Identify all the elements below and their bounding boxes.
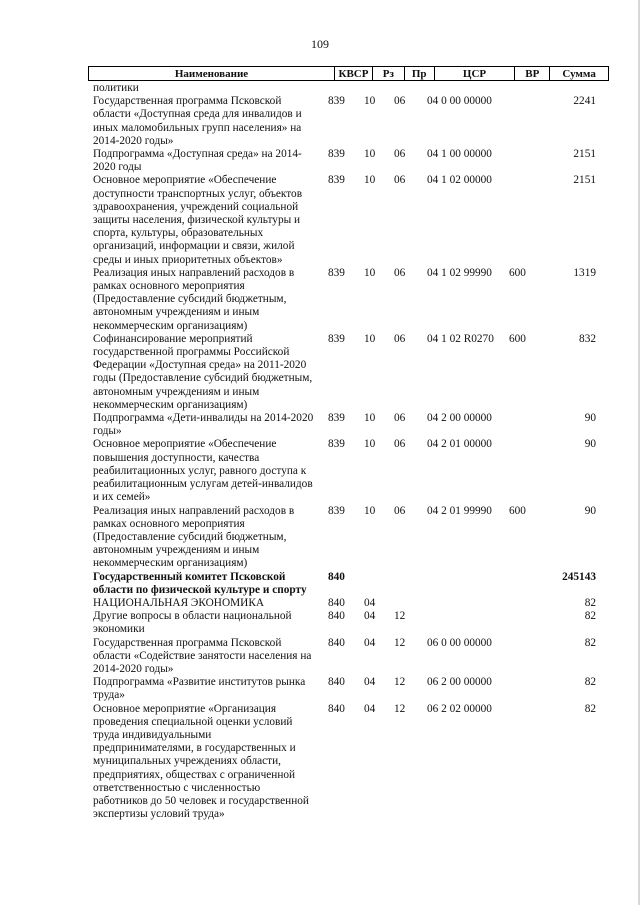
cell-kvsr: 839 <box>328 412 345 425</box>
cell-sum: 82 <box>584 610 596 623</box>
cell-name: Другие вопросы в области национальной экономики <box>93 610 292 636</box>
cell-csr: 06 0 00 00000 <box>427 636 492 649</box>
cell-sum: 1319 <box>573 266 596 279</box>
cell-sum: 82 <box>584 636 596 649</box>
cell-sum: 245143 <box>562 570 596 583</box>
cell-rz: 10 <box>364 174 376 187</box>
cell-sum: 90 <box>584 504 596 517</box>
cell-kvsr: 840 <box>328 610 345 623</box>
page-number: 109 <box>311 37 329 51</box>
cell-pr: 06 <box>394 412 406 425</box>
cell-kvsr: 839 <box>328 148 345 161</box>
cell-pr: 06 <box>394 332 406 345</box>
header-kvsr: КВСР <box>334 67 372 80</box>
table-row <box>93 676 613 702</box>
cell-csr: 04 1 02 R0270 <box>427 332 494 345</box>
cell-rz: 04 <box>364 610 376 623</box>
cell-kvsr: 839 <box>328 504 345 517</box>
cell-csr: 04 1 00 00000 <box>427 148 492 161</box>
cell-name: Софинансирование мероприятий государственной программы Российской Федерации «Доступная среда» на 2011-2020 годы (Предоставление субсидий бюджетным, автономным учреждениям и иным некоммерческим организациям) <box>93 332 313 411</box>
cell-rz: 10 <box>364 332 376 345</box>
cell-rz: 10 <box>364 266 376 279</box>
cell-csr: 04 0 00 00000 <box>427 95 492 108</box>
table-row <box>93 95 613 148</box>
table-row <box>93 438 613 504</box>
cell-csr: 06 2 00 00000 <box>427 676 492 689</box>
cell-name: Реализация иных направлений расходов в рамках основного мероприятия (Предоставление субсидий бюджетным, автономным учреждениям и иным некоммерческим организациям) <box>93 504 295 570</box>
cell-pr: 12 <box>394 702 406 715</box>
header-rz: Рз <box>372 67 404 80</box>
cell-name: Основное мероприятие «Обеспечение повышения доступности, качества реабилитационных услуг, равного доступа к реабилитационным услугам детей-инвалидов и их семей» <box>93 438 313 504</box>
table-row <box>93 637 613 677</box>
cell-name: Подпрограмма «Доступная среда» на 2014- 2020 годы <box>93 148 302 174</box>
cell-pr: 12 <box>394 636 406 649</box>
cell-csr: 04 1 02 99990 <box>427 266 492 279</box>
cell-name: Подпрограмма «Развитие институтов рынка труда» <box>93 676 306 702</box>
cell-rz: 10 <box>364 148 376 161</box>
cell-name: Государственный комитет Псковской области по физической культуре и спорту <box>93 570 307 596</box>
header-vr: ВР <box>514 67 549 80</box>
table-row <box>93 174 613 266</box>
cell-vr: 600 <box>509 504 526 517</box>
header-sum: Сумма <box>549 67 608 80</box>
cell-sum: 90 <box>584 412 596 425</box>
cell-name: НАЦИОНАЛЬНАЯ ЭКОНОМИКА <box>93 596 265 609</box>
cell-kvsr: 839 <box>328 438 345 451</box>
cell-kvsr: 839 <box>328 95 345 108</box>
cell-pr: 06 <box>394 174 406 187</box>
cell-csr: 04 2 01 00000 <box>427 438 492 451</box>
table-header <box>88 66 609 81</box>
cell-pr: 12 <box>394 610 406 623</box>
table-row <box>93 333 613 412</box>
header-pr: Пр <box>404 67 434 80</box>
table-row <box>93 82 613 95</box>
cell-name: политики <box>93 82 139 94</box>
cell-rz: 10 <box>364 438 376 451</box>
header-csr: ЦСР <box>434 67 515 80</box>
cell-pr: 12 <box>394 676 406 689</box>
table-row <box>93 505 613 571</box>
cell-pr: 06 <box>394 148 406 161</box>
budget-table-body <box>93 82 613 821</box>
cell-csr: 04 2 01 99990 <box>427 504 492 517</box>
cell-vr: 600 <box>509 266 526 279</box>
cell-sum: 2151 <box>573 174 596 187</box>
table-row <box>93 412 613 438</box>
cell-kvsr: 840 <box>328 676 345 689</box>
cell-name: Государственная программа Псковской области «Содействие занятости населения на 2014-2020 годы» <box>93 636 312 675</box>
cell-rz: 10 <box>364 95 376 108</box>
cell-csr: 04 2 00 00000 <box>427 412 492 425</box>
table-row <box>93 703 613 822</box>
cell-rz: 04 <box>364 596 376 609</box>
cell-kvsr: 840 <box>328 702 345 715</box>
cell-name: Основное мероприятие «Организация проведения специальной оценки условий труда индивидуальными предпринимателями, в государственных и муниципальных учреждениях области, предприятиях, обществах с ограниченной ответственностью с численностью работников до 50 человек и государственной экспертизы условий труда» <box>93 702 309 821</box>
cell-pr: 06 <box>394 438 406 451</box>
table-row <box>93 610 613 636</box>
cell-kvsr: 839 <box>328 174 345 187</box>
cell-csr: 06 2 02 00000 <box>427 702 492 715</box>
cell-rz: 10 <box>364 412 376 425</box>
cell-sum: 2151 <box>573 148 596 161</box>
cell-kvsr: 839 <box>328 332 345 345</box>
table-row <box>93 597 613 610</box>
cell-rz: 04 <box>364 636 376 649</box>
cell-name: Государственная программа Псковской области «Доступная среда для инвалидов и иных маломобильных групп населения» на 2014-2020 годы» <box>93 95 302 147</box>
table-row <box>93 148 613 174</box>
cell-rz: 04 <box>364 702 376 715</box>
cell-name: Реализация иных направлений расходов в рамках основного мероприятия (Предоставление субсидий бюджетным, автономным учреждениям и иным некоммерческим организациям) <box>93 266 295 332</box>
cell-sum: 832 <box>579 332 596 345</box>
cell-sum: 82 <box>584 676 596 689</box>
cell-kvsr: 840 <box>328 596 345 609</box>
cell-name: Основное мероприятие «Обеспечение доступности транспортных услуг, объектов здравоохранения, учреждений социальной защиты населения, физической культуры и спорта, культуры, образовательных организаций, информации и связи, жилой среды и иных приоритетных объектов» <box>93 174 303 266</box>
cell-pr: 06 <box>394 95 406 108</box>
cell-sum: 82 <box>584 702 596 715</box>
cell-csr: 04 1 02 00000 <box>427 174 492 187</box>
cell-sum: 82 <box>584 596 596 609</box>
cell-pr: 06 <box>394 266 406 279</box>
cell-sum: 90 <box>584 438 596 451</box>
cell-name: Подпрограмма «Дети-инвалиды на 2014-2020 годы» <box>93 412 314 438</box>
cell-rz: 10 <box>364 504 376 517</box>
header-name: Наименование <box>174 67 249 80</box>
cell-kvsr: 840 <box>328 636 345 649</box>
table-row <box>93 267 613 333</box>
cell-vr: 600 <box>509 332 526 345</box>
cell-rz: 04 <box>364 676 376 689</box>
table-row <box>93 571 613 597</box>
cell-kvsr: 840 <box>328 570 345 583</box>
cell-pr: 06 <box>394 504 406 517</box>
cell-sum: 2241 <box>573 95 596 108</box>
cell-kvsr: 839 <box>328 266 345 279</box>
